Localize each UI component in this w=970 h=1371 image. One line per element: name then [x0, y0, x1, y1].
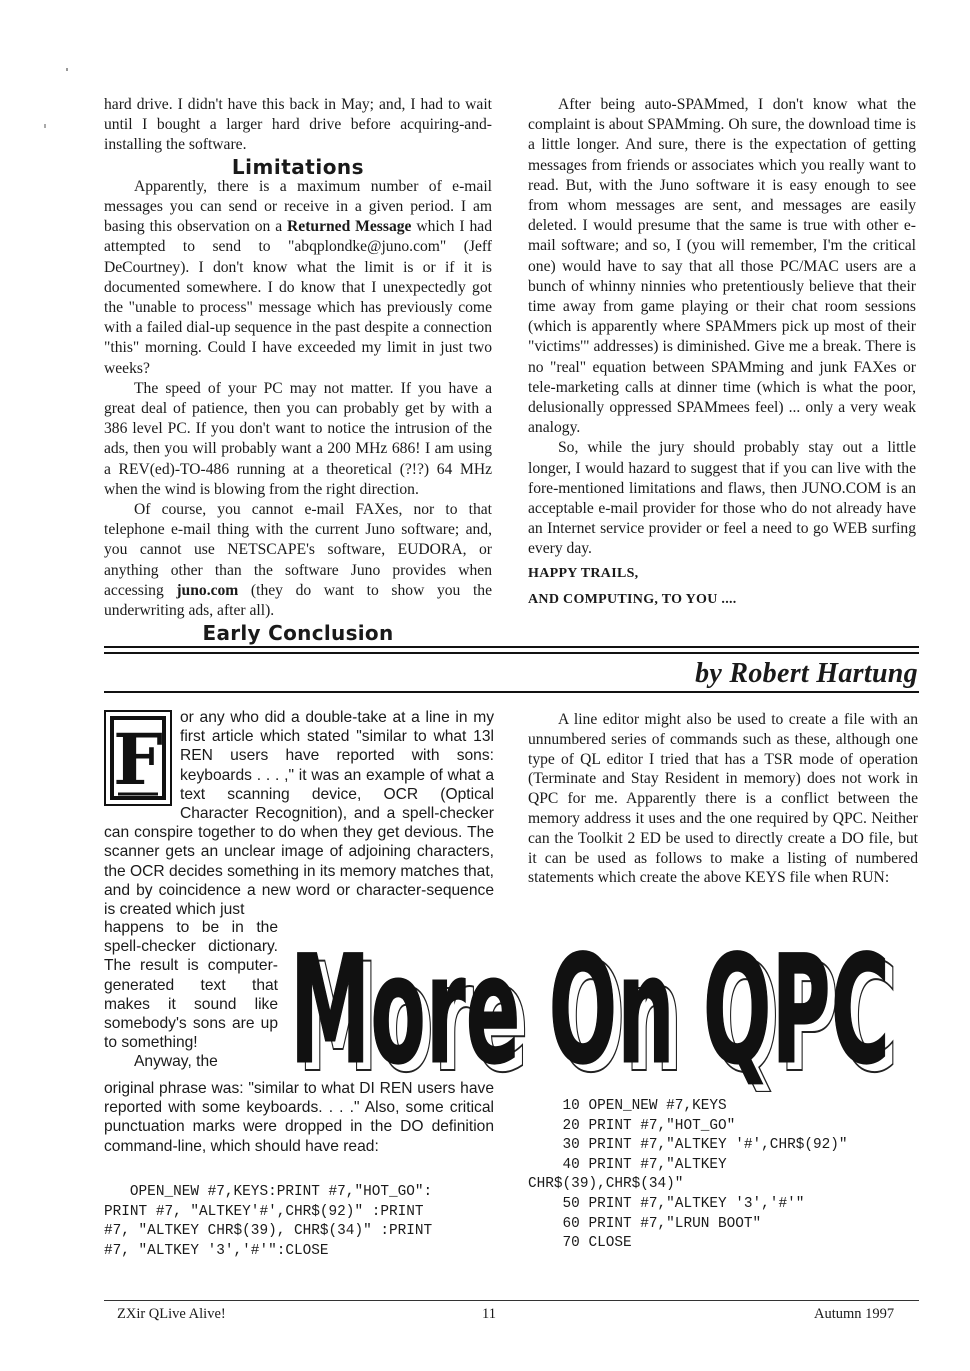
top-left-column [104, 95, 492, 621]
article-narrow-column [104, 918, 278, 1072]
scan-speck [66, 68, 68, 71]
paragraph: hard drive. I didn't have this back in May; and, I had to wait until I bought a larger hard drive before acquiring-and-installing the software. [104, 96, 492, 154]
footer-page-number: 11 [482, 1306, 496, 1322]
footer-publication: ZXir QLive Alive! [117, 1306, 226, 1322]
paragraph: original phrase was: "similar to what DI REN users have reported with some keyboards. . . ." Also, some critical punctuation marks were dropped in the DO definition command-line, which should have read: [104, 1080, 494, 1155]
paragraph: happens to be in the spell-checker dictionary. The result is computer-generated text that makes it sound like somebody's sons are up to something! [104, 919, 278, 1052]
svg-text:More On QPC: More On QPC [290, 924, 890, 1092]
article-right-column [528, 710, 918, 888]
footer-issue-date: Autumn 1997 [814, 1306, 895, 1322]
paragraph: After being auto-SPAMmed, I don't know what the complaint is about SPAMming. Oh sure, the download time is a little longer. And sure, there is the expectation of getting messages from friends or associates which you really want to read. But, with the Juno software it is easy enough to see from whom messages are sent, and messages are easily deleted. I would presume that the same is true with other e-mail software; and so, I (you will remember, I'm the critical one) would have to say that all those PC/MAC users are a bunch of whinny ninnies who pretentiously believe that their time away from game playing or their chat room sessions (which is apparently where SPAMmers pick up most of their "victims'" addresses) is diminished. Give me a break. There is no "real" equation between SPAMming and junk FAXes or tele-marketing calls at dinner time (which is what the poor, delusionally oppressed SPAMmees feel) ... only a very weak analogy. [528, 96, 916, 437]
code-block: 10 OPEN_NEW #7,KEYS 20 PRINT #7,"HOT_GO" 30 PRINT #7,"ALTKEY '#',CHR$(92)" 40 PRINT #7,"ALTKEY CHR$(39),CHR$(34)" 50 PRINT #7,"ALTKEY '3','#'" 60 PRINT #7,"LRUN BOOT" 70 CLOSE [528, 1098, 848, 1252]
divider-rule [104, 652, 919, 654]
heading-early-conclusion: Early Conclusion [202, 621, 394, 645]
heading-limitations: Limitations [231, 154, 365, 179]
paragraph: or any who did a double-take at a line in my first article which stated "similar to what 13l REN users have reported with sons: keyboards . . . ," it was an example of what a text scanning device, OCR (Optical Character Recognition), and a spell-checker can conspire together to do when they get devious. The scanner gets an unclear image of adjoining characters, the OCR decides something in its memory matches that, and by coincidence a new word or character-sequence is created which just [104, 709, 495, 919]
paragraph: So, while the jury should probably stay out a little longer, I would hazard to suggest that if you can live with the fore-mentioned limitations and flaws, then JUNO.COM is an acceptable e-mail provider for those who do not already have an Internet service provider or feel a need to go WEB surfing every day. [528, 439, 916, 558]
article-left-column [104, 708, 494, 919]
title-art [284, 920, 924, 1092]
top-right-column [528, 95, 916, 610]
signoff-line: HAPPY TRAILS, [528, 565, 639, 581]
paragraph: Anyway, the [134, 1053, 218, 1071]
divider-rule [104, 646, 919, 648]
paragraph: Of course, you cannot e-mail FAXes, nor to that telephone e-mail thing with the current Juno software; and, you cannot use NETSCAPE's software, EUDORA, or anything other than the software Juno provides when accessing juno.com (they do want to show you the underwriting ads, after all). [104, 501, 492, 620]
svg-text:More On QPC: More On QPC [298, 932, 898, 1092]
paragraph: Apparently, there is a maximum number of e-mail messages you can send or receive in a given period. I am basing this observation on a Returned Message which I had attempted to send to "abqplondke@juno.com" (Jeff DeCourtney). I don't know what the limit is or if it is documented somewhere. I do know that I unexpectedly got the "unable to process" message which has previously come with a failed dial-up sequence in the past despite a connection "this" morning. Could I have exceeded my limit in just two weeks? [104, 177, 492, 377]
paragraph: A line editor might also be used to create a file with an unnumbered series of commands such as these, although one type of QL editor I tried that has a TSR mode of operation (Terminate and Stay Resident in memory) does not work in QPC for me. Apparently there is a conflict between the memory address it uses and the one required by QPC. Neither can the Toolkit 2 ED be used to directly create a DO file, but it can be used as follows to make a listing of numbered statements which create the above KEYS file when RUN: [528, 711, 918, 887]
scan-speck [44, 124, 46, 128]
footer-rule [104, 1300, 919, 1301]
paragraph: The speed of your PC may not matter. If you have a great deal of patience, then you can probably get by with a 386 level PC. If you don't want to notice the intrusion of the ads, then you will probably want a 200 MHz 686! I am using a REV(ed)-TO-486 running at a theoretical (?!?) 64 MHz when the wind is blowing from the right direction. [104, 379, 492, 498]
signoff-line: AND COMPUTING, TO YOU .... [528, 591, 737, 607]
code-block: OPEN_NEW #7,KEYS:PRINT #7,"HOT_GO": PRINT #7, "ALTKEY'#',CHR$(92)" :PRINT #7, "ALTKEY CHR$(39), CHR$(34)" :PRINT #7, "ALTKEY '3','#'":CLOSE [104, 1184, 433, 1259]
drop-cap-letter [104, 710, 172, 806]
byline: by Robert Hartung [695, 658, 918, 689]
divider-rule [104, 691, 919, 693]
svg-text:F: F [113, 718, 163, 801]
